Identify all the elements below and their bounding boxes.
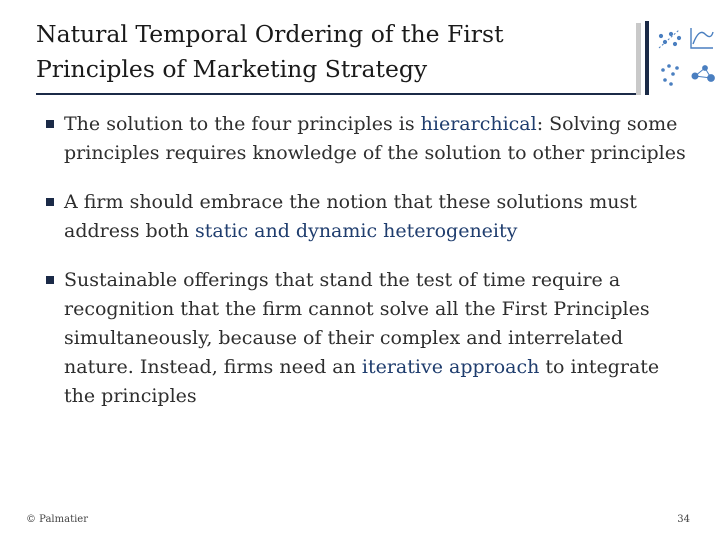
line-chart-icon bbox=[691, 28, 713, 48]
dot-cluster-icon bbox=[661, 64, 679, 86]
square-bullet-icon bbox=[46, 198, 54, 206]
bullet-highlight: hierarchical bbox=[420, 113, 537, 135]
copyright-footer: © Palmatier bbox=[26, 514, 88, 525]
bullet-highlight: static and dynamic heterogeneity bbox=[195, 220, 518, 242]
bullet-item bbox=[46, 266, 686, 411]
bullet-text: : Solving some principles requires knowledge of the solution to other principles bbox=[64, 113, 686, 164]
page-number: 34 bbox=[677, 514, 690, 525]
bullet-text: Sustainable offerings that stand the test of time require a recognition that the firm cannot solve all the First Principles simultaneously, because of their complex and interrelated nature. Instead, firms need an bbox=[64, 269, 650, 378]
bullet-item bbox=[46, 110, 686, 168]
bullet-list bbox=[46, 110, 686, 411]
decorative-icon-group bbox=[655, 22, 717, 94]
bullet-text: The solution to the four principles is bbox=[64, 113, 421, 135]
title-underline bbox=[36, 93, 636, 95]
title-accent-bar bbox=[636, 23, 641, 95]
bullet-text: to integrate the principles bbox=[64, 356, 660, 407]
scatter-plot-icon bbox=[659, 30, 681, 48]
slide-title: Natural Temporal Ordering of the First Principles of Marketing Strategy bbox=[36, 20, 504, 83]
title-accent-bar-dark bbox=[645, 21, 649, 95]
bullet-highlight: iterative approach bbox=[361, 356, 540, 378]
network-nodes-icon bbox=[692, 66, 714, 82]
bullet-item bbox=[46, 188, 686, 246]
square-bullet-icon bbox=[46, 120, 54, 128]
square-bullet-icon bbox=[46, 276, 54, 284]
bullet-text: A firm should embrace the notion that these solutions must address both bbox=[64, 191, 637, 242]
